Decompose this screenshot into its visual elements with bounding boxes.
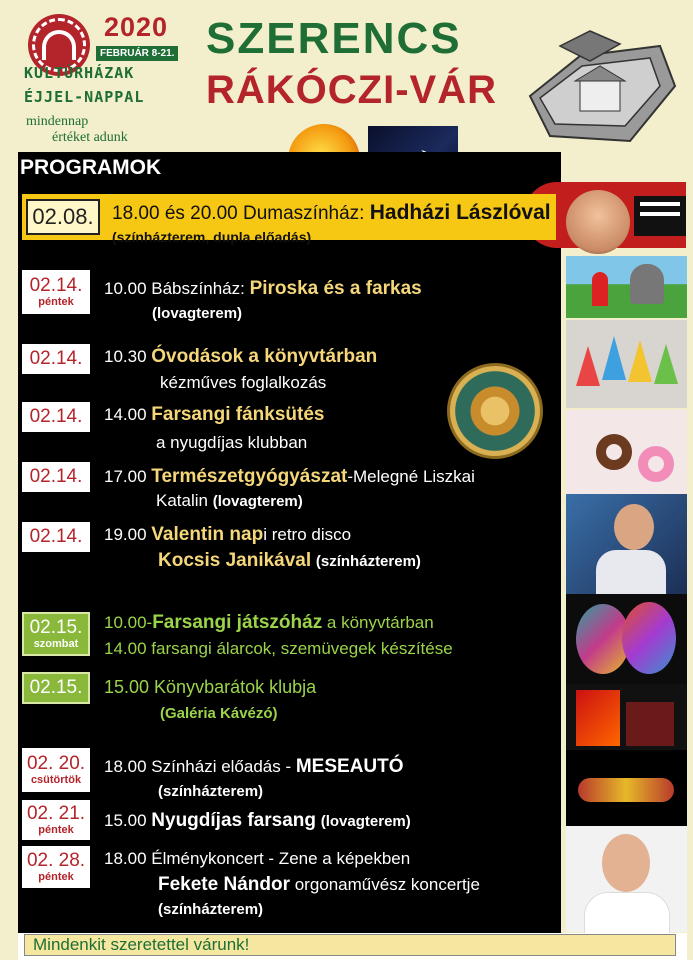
event-line: 15.00 Könyvbarátok klubja [104,677,317,697]
event-date-box: 02.15. [22,672,90,704]
singer-photo [566,494,687,594]
event-line: 10.00 Bábszínház: Piroska és a farkas [104,278,422,299]
event-date-box: 02.14. [22,462,90,492]
castle-drawing [520,26,678,156]
event-line: (színházterem) [158,901,264,918]
carnival-mask-image [566,750,687,826]
books-image [566,684,687,750]
highlight-title: 18.00 és 20.00 Dumaszínház: Hadházi Lászlóval [112,201,551,224]
event-line: 14.00 Farsangi fánksütés [104,404,325,425]
event-line: 17.00 Természetgyógyászat-Melegné Liszkai [104,466,475,487]
event-line: 18.00 Élménykoncert - Zene a képekben [104,849,411,868]
event-line: 15.00 Nyugdíjas farsang (lovagterem) [104,810,411,831]
motto-line2: értéket adunk [52,130,128,145]
event-line: Katalin (lovagterem) [156,491,303,510]
event-date-box: 02. 21. péntek [22,800,90,840]
event-line: (Galéria Kávézó) [160,705,278,722]
year: 2020 [104,12,169,42]
dates-badge: FEBRUÁR 8-21. [96,46,178,61]
event-date-box: 02.14. [22,344,90,374]
event-date-box: 02. 28. péntek [22,846,90,888]
motto-line1: mindennap [26,114,89,129]
section-title: PROGRAMOK [20,156,162,179]
red-riding-hood-image [566,256,687,318]
event-line: 10.30 Óvodások a könyvtárban [104,346,378,367]
event-date-box: 02.14. [22,522,90,552]
tree-of-life-emblem [447,363,543,459]
event-line: 14.00 farsangi álarcok, szemüvegek készítése [104,639,453,658]
party-hats-image [566,320,687,408]
event-date-box: 02.15. szombat [22,612,90,656]
event-date-box: 02. 20. csütörtök [22,748,90,792]
event-line: Fekete Nándor orgonaművész koncertje [158,874,480,895]
event-line: (lovagterem) [152,305,243,322]
musician-photo [566,826,687,932]
event-line: 10.00-Farsangi játszóház a könyvtárban [104,612,434,633]
event-line: Kocsis Janikával (színházterem) [158,550,421,571]
event-line: 18.00 Színházi előadás - MESEAUTÓ [104,756,404,777]
comedian-photo [566,190,630,254]
event-line: a nyugdíjas klubban [156,433,308,452]
title-szerencs: SZERENCS [206,14,462,63]
masks-image [566,594,687,684]
ejjel-nappal-label: ÉJJEL-NAPPAL [24,88,145,106]
event-line: 19.00 Valentin napi retro disco [104,524,352,545]
event-line: kézműves foglalkozás [160,373,327,392]
footer-message: Mindenkit szeretettel várunk! [24,934,676,956]
event-date-box: 02.14. [22,402,90,432]
title-rakoczi-var: RÁKÓCZI-VÁR [206,68,497,112]
highlight-subtitle: (színházterem, dupla előadás) [112,229,312,245]
film-icon [634,196,686,236]
event-date-box: 02.14. péntek [22,270,90,314]
highlight-date: 02.08. [26,199,100,235]
donuts-image [566,410,687,494]
kulturhazak-label: KULTÚRHÁZAK [24,64,135,82]
event-line: (színházterem) [158,783,264,800]
